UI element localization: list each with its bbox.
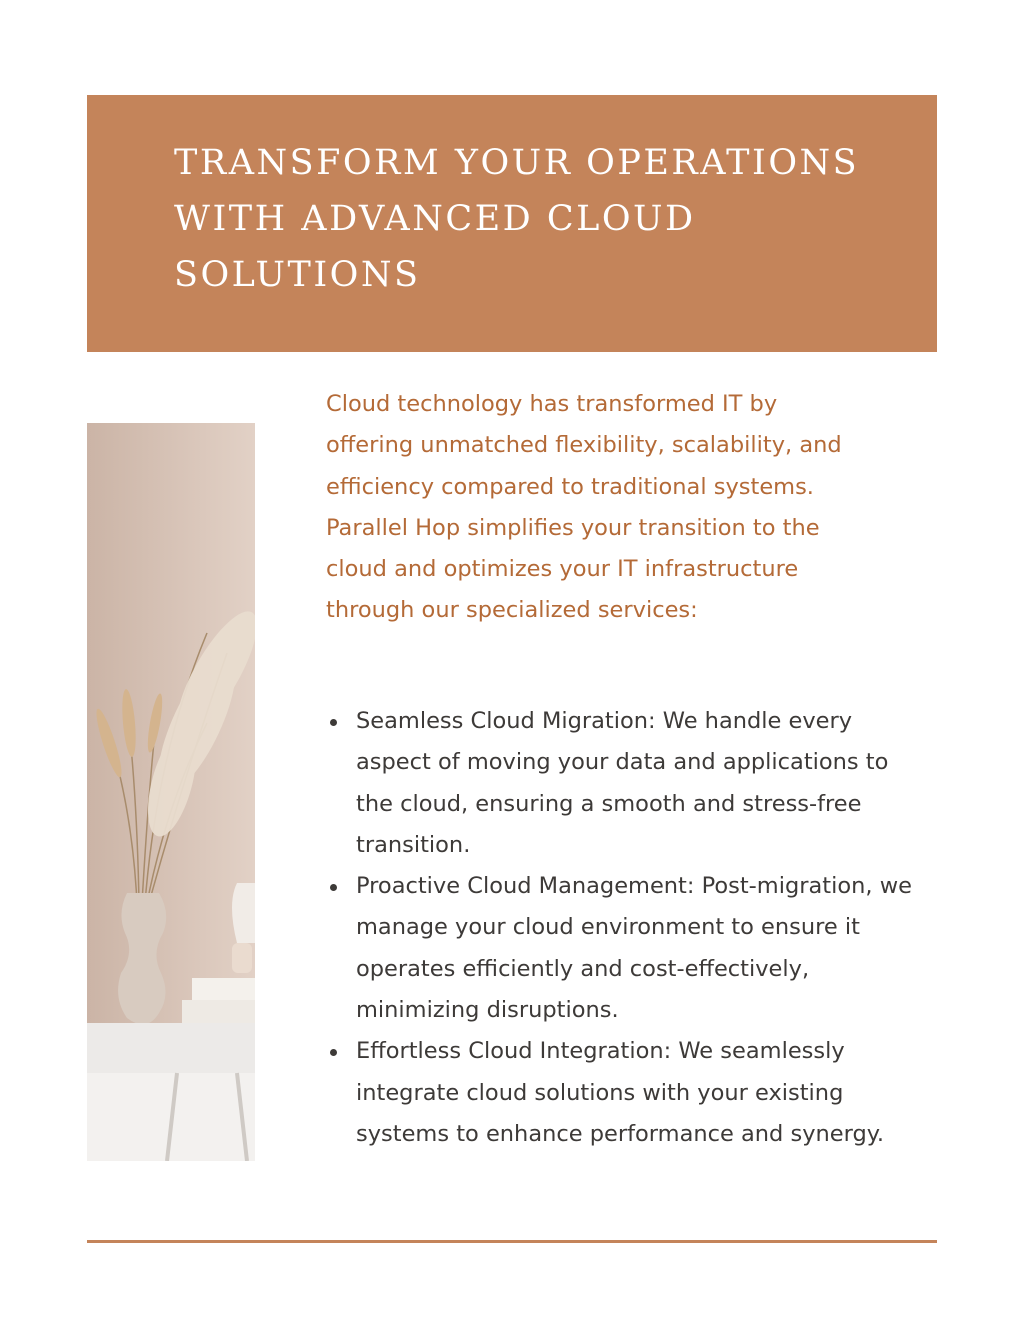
bullet-icon bbox=[330, 719, 337, 726]
service-text: Effortless Cloud Integration: We seamlessly integrate cloud solutions with your existing systems to enhance performance and synergy. bbox=[356, 1038, 885, 1147]
service-item-integration bbox=[356, 1031, 926, 1155]
intro-paragraph: Cloud technology has transformed IT by offering unmatched flexibility, scalability, and efficiency compared to traditional systems. Parallel Hop simplifies your transition to the cloud and optimizes your IT infrastructure through our specialized services: bbox=[326, 391, 842, 624]
decor-photo-icon bbox=[87, 423, 255, 1161]
service-item-migration bbox=[356, 701, 926, 866]
service-text: Proactive Cloud Management: Post-migration, we manage your cloud environment to ensure it operates efficiently and cost-effectively, minimizing disruptions. bbox=[356, 873, 912, 1024]
service-item-management bbox=[356, 866, 926, 1031]
decor-photo bbox=[87, 423, 255, 1161]
service-text: Seamless Cloud Migration: We handle every aspect of moving your data and applications to the cloud, ensuring a smooth and stress-free transition. bbox=[356, 708, 889, 858]
footer-divider bbox=[87, 1240, 937, 1243]
bullet-icon bbox=[330, 1049, 337, 1056]
page-title: TRANSFORM YOUR OPERATIONS WITH ADVANCED CLOUD SOLUTIONS bbox=[174, 143, 860, 295]
bullet-icon bbox=[330, 884, 337, 891]
services-list bbox=[356, 701, 926, 1155]
header-band bbox=[87, 95, 937, 352]
